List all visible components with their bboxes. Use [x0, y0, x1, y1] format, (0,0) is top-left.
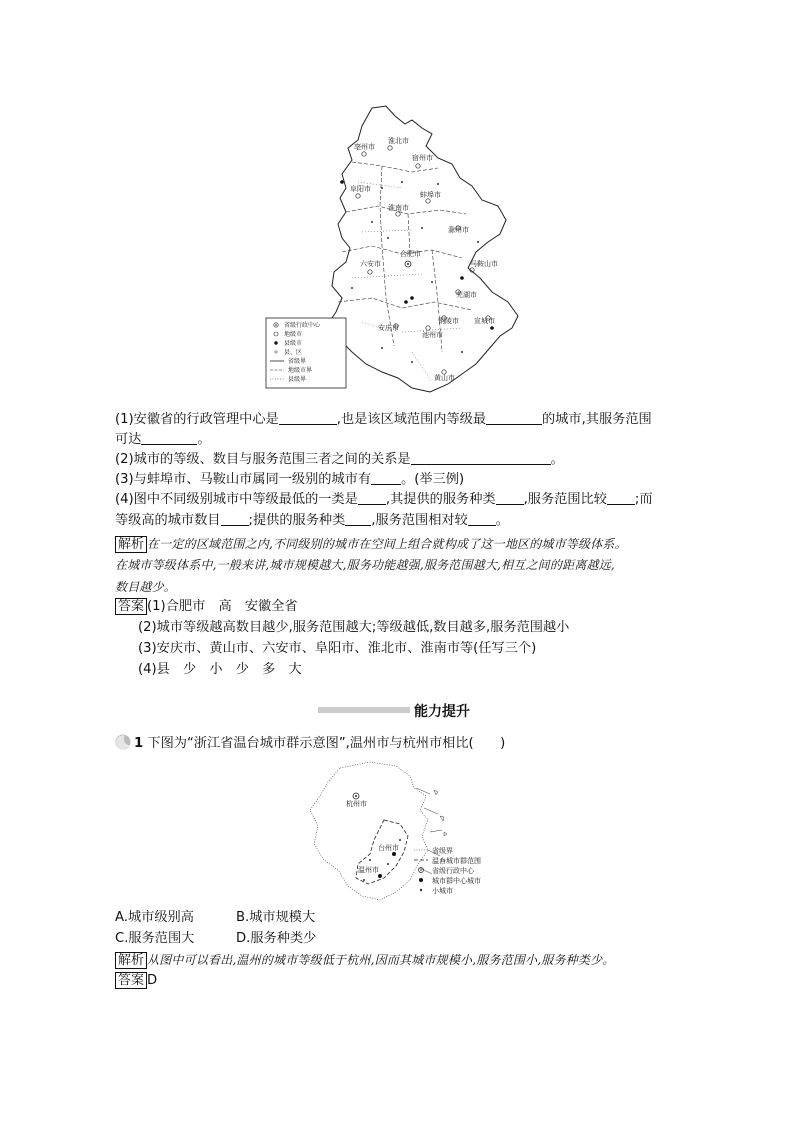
svg-text:黄山市: 黄山市: [434, 374, 455, 382]
svg-text:淮北市: 淮北市: [388, 137, 409, 145]
svg-text:宣城市: 宣城市: [474, 317, 495, 325]
svg-text:省级界: 省级界: [432, 847, 453, 855]
svg-text:马鞍山市: 马鞍山市: [470, 260, 498, 268]
zhejiang-map: [300, 760, 500, 908]
svg-text:池州市: 池州市: [422, 331, 443, 339]
question-2-stem: [134, 735, 505, 753]
answer-text: (1)合肥市 高 安徽全省: [147, 599, 298, 614]
question-4-line: [115, 491, 653, 509]
analysis-tag: 解析: [115, 952, 147, 969]
analysis-1-line-2: 在城市等级体系中,一般来讲,城市规模越大,服务功能越强,服务范围越大,相互之间的距离越远,: [115, 558, 615, 572]
answer-blank[interactable]: [496, 491, 524, 505]
svg-text:城市群中心城市: 城市群中心城市: [432, 877, 481, 885]
answer-blank[interactable]: [468, 512, 496, 526]
q4-text: 。: [495, 513, 509, 528]
analysis-text: 从图中可以看出,温州的城市等级低于杭州,因而其城市规模小,服务范围小,服务种类少。: [147, 953, 615, 967]
svg-text:合肥市: 合肥市: [400, 250, 421, 258]
svg-text:省级行政中心: 省级行政中心: [432, 867, 474, 875]
option-b[interactable]: B.城市规模大: [236, 910, 316, 925]
anhui-map: [262, 102, 534, 398]
q4-text: ,服务范围相对较: [371, 513, 468, 528]
answer-blank[interactable]: [411, 451, 551, 465]
analysis-1-line-1: [115, 535, 627, 554]
analysis-text: 在一定的区域范围之内,不同级别的城市在空间上组合就构成了这一地区的城市等级体系。: [147, 537, 627, 551]
svg-text:温州市: 温州市: [358, 866, 379, 874]
analysis-1-line-3: 数目越少。: [115, 580, 177, 594]
question-1-line: [115, 411, 652, 429]
q2-text: 。: [550, 452, 564, 467]
svg-text:县级市: 县级市: [284, 340, 303, 347]
svg-text:阜阳市: 阜阳市: [350, 185, 371, 193]
answer-blank[interactable]: [141, 431, 197, 445]
svg-text:安庆市: 安庆市: [378, 324, 399, 332]
q1-text: 。: [197, 432, 211, 447]
svg-text:淮南市: 淮南市: [388, 204, 409, 212]
option-c[interactable]: C.服务范围大: [115, 931, 195, 946]
answer-blank[interactable]: [371, 471, 401, 485]
option-d[interactable]: D.服务种类少: [236, 931, 317, 946]
answer-tag: 答案: [115, 598, 147, 615]
answer-1-line-4: (4)县 少 小 少 多 大: [138, 662, 302, 677]
analysis-2-line: [115, 951, 614, 970]
svg-text:县级界: 县级界: [288, 376, 307, 383]
answer-text: D: [147, 973, 158, 988]
answer-1-line-1: [115, 598, 298, 616]
svg-text:蚌埠市: 蚌埠市: [420, 191, 441, 199]
svg-text:省级界: 省级界: [288, 358, 307, 365]
answer-blank[interactable]: [345, 512, 371, 526]
q4-text: ;而: [634, 492, 653, 507]
answer-tag: 答案: [115, 972, 147, 989]
svg-text:亳州市: 亳州市: [354, 143, 375, 151]
svg-text:芜湖市: 芜湖市: [456, 291, 477, 299]
analysis-tag: 解析: [115, 536, 147, 553]
svg-text:温台城市群范围: 温台城市群范围: [432, 857, 481, 865]
answer-blank[interactable]: [358, 491, 386, 505]
q4-text: 等级高的城市数目: [115, 513, 221, 528]
answer-blank[interactable]: [607, 491, 635, 505]
option-a[interactable]: A.城市级别高: [115, 910, 194, 925]
q2-text: (2)城市的等级、数目与服务范围三者之间的关系是: [115, 452, 411, 467]
svg-text:省级行政中心: 省级行政中心: [284, 322, 321, 329]
answer-blank[interactable]: [221, 512, 249, 526]
q1-text: (1)安徽省的行政管理中心是: [115, 412, 279, 427]
question-bullet-icon: [115, 734, 131, 750]
answer-blank[interactable]: [279, 411, 337, 425]
answer-1-line-2: (2)城市等级越高数目越少,服务范围越大;等级越低,数目越多,服务范围越小: [138, 620, 570, 635]
q4-text: ,其提供的服务种类: [385, 492, 496, 507]
answer-1-line-3: (3)安庆市、黄山市、六安市、阜阳市、淮北市、淮南市等(任写三个): [138, 641, 537, 656]
q4-text: ,服务范围比较: [523, 492, 607, 507]
q4-text: ;提供的服务种类: [248, 513, 346, 528]
q3-text: 。(举三例): [401, 472, 465, 487]
svg-text:地级市界: 地级市界: [288, 367, 313, 374]
svg-text:地级市: 地级市: [284, 331, 303, 338]
question-1-line-2: [115, 431, 211, 449]
question-stem: 下图为“浙江省温台城市群示意图”,温州市与杭州市相比( ): [147, 736, 506, 751]
q1-text: 可达: [115, 432, 142, 447]
svg-text:滁州市: 滁州市: [448, 226, 469, 234]
q1-text: 的城市,其服务范围: [542, 412, 652, 427]
svg-text:铜陵市: 铜陵市: [438, 317, 459, 325]
question-2-line: [115, 451, 564, 469]
question-3-line: [115, 471, 464, 489]
answer-blank[interactable]: [486, 411, 542, 425]
svg-text:小城市: 小城市: [432, 887, 453, 895]
svg-text:六安市: 六安市: [360, 260, 381, 268]
answer-2-line: [115, 972, 157, 990]
section-bar: [318, 707, 410, 713]
q1-text: ,也是该区域范围内等级最: [336, 412, 487, 427]
svg-text:县、区: 县、区: [284, 349, 303, 356]
svg-text:杭州市: 杭州市: [346, 800, 367, 808]
q4-text: (4)图中不同级别城市中等级最低的一类是: [115, 492, 358, 507]
svg-text:台州市: 台州市: [378, 844, 399, 852]
section-title: 能力提升: [414, 704, 470, 720]
question-number: 1: [134, 736, 144, 751]
svg-text:宿州市: 宿州市: [412, 154, 433, 162]
q3-text: (3)与蚌埠市、马鞍山市属同一级别的城市有: [115, 472, 372, 487]
question-4-line-2: [115, 512, 509, 530]
